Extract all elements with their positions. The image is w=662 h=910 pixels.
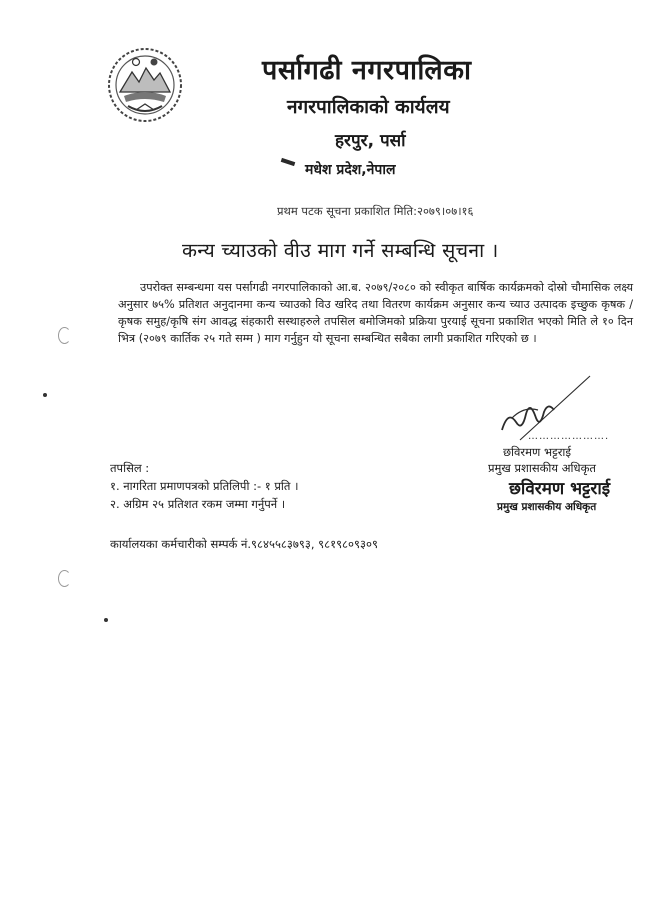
scan-speck (43, 393, 47, 397)
notice-title: कन्य च्याउको वीउ माग गर्ने सम्बन्धि सूचना । (182, 239, 499, 262)
stamp-name: छविरमण भट्टराई (509, 479, 611, 499)
attachment-item: २. अग्रिम २५ प्रतिशत रकम जम्मा गर्नुपर्ने । (110, 497, 286, 511)
scan-speck (104, 618, 108, 622)
notice-body: उपरोक्त सम्बन्धमा यस पर्सागढी नगरपालिकाको आ.ब. २०७९/२०८० को स्वीकृत बार्षिक कार्यक्रमको दोस्रो चौमासिक लक्ष्य अनुसार ७५% प्रतिशत अनुदानमा कन्य च्याउको विउ खरिद तथा वितरण कार्यक्रम अनुसार कन्य च्याउ उत्पादक इच्छुक कृषक /कृषक समुह/कृषि संग आवद्ध संहकारी सस्थाहरुले तपसिल बमोजिमको प्रक्रिया पुरयाई सूचना प्रकाशित भएको मिति ले १० दिन भित्र (२०७९ कार्तिक २५ गते सम्म ) माग गर्नुहुन यो सूचना सम्बन्धित सबैका लागी प्रकाशित गरिएको छ । (118, 281, 633, 345)
publication-date-line: प्रथम पटक सूचना प्रकाशित मिति:२०७९।०७।१६ (277, 204, 474, 218)
attachment-heading: तपसिल : (110, 461, 150, 475)
nepal-government-emblem-icon (106, 46, 184, 124)
attachment-item: १. नागरिता प्रमाणपत्रको प्रतिलिपी :- १ प्रति । (110, 479, 299, 493)
signature-line: …………………. (528, 431, 610, 442)
contact-line: कार्यालयका कर्मचारीको सम्पर्क नं.९८४५५८३७९३, ९८१९८०९३०९ (110, 537, 378, 551)
office-address: हरपुर, पर्सा (335, 131, 406, 151)
municipality-name: पर्सागढी नगरपालिका (262, 55, 472, 86)
signatory-name: छविरमण भट्टराई (503, 445, 572, 459)
punch-hole-mark (58, 327, 71, 344)
stamp-role: प्रमुख प्रशासकीय अधिकृत (497, 501, 597, 513)
office-name: नगरपालिकाको कार्यलय (287, 96, 450, 118)
punch-hole-mark (58, 570, 71, 587)
province-line: मधेश प्रदेश,नेपाल (305, 162, 396, 178)
dash-mark (281, 158, 296, 166)
signatory-role: प्रमुख प्रशासकीय अधिकृत (488, 461, 596, 475)
